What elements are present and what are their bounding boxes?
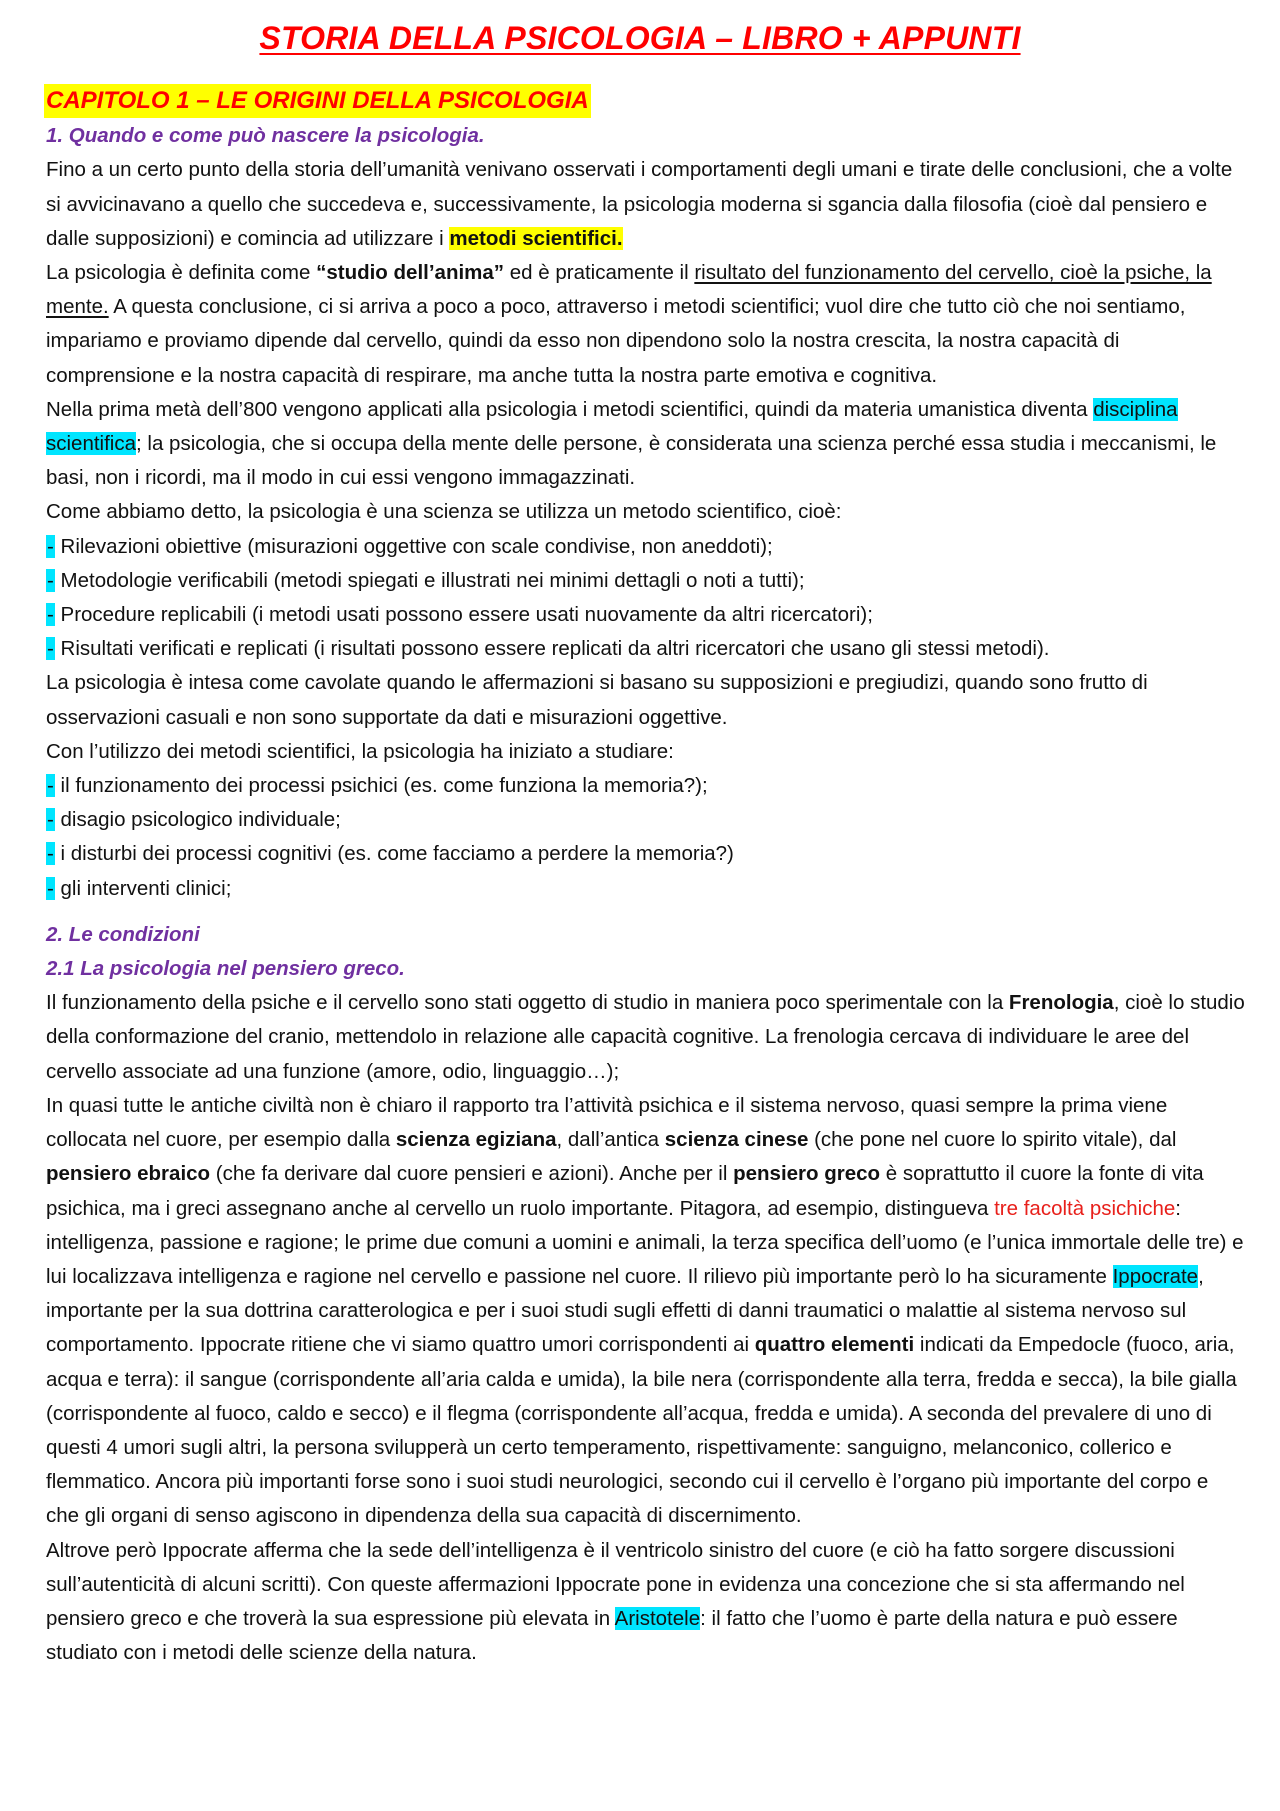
highlight-metodi-scientifici: metodi scientifici. (449, 226, 623, 250)
list-item: - Metodologie verificabili (metodi spiegati e illustrati nei minimi dettagli o noti a tutti); (47, 568, 805, 592)
underlined-definition: risultato del funzionamento del cervello, cioè la psiche, la mente. (46, 261, 1212, 319)
list-item: - il funzionamento dei processi psichici (es. come funziona la memoria?); (47, 774, 708, 798)
paragraph: Come abbiamo detto, la psicologia è una scienza se utilizza un metodo scientifico, cioè: (46, 500, 842, 524)
highlight-aristotele: Aristotele (614, 1606, 701, 1630)
document-title: STORIA DELLA PSICOLOGIA – LIBRO + APPUNTI (259, 20, 1021, 56)
paragraph: In quasi tutte le antiche civiltà non è chiaro il rapporto tra l’attività psichica e il sistema nervoso, quasi sempre la prima viene collocata nel cuore, per esempio dalla scienza egiziana, dall’antica scienza cinese (che pone nel cuore lo spirito vitale), dal pensiero ebraico (che fa derivare dal cuore pensieri e azioni). Anche per il pensiero greco è soprattutto il cuore la fonte di vita psichica, ma i greci assegnano anche al cervello un ruolo importante. Pitagora, ad esempio, distingueva tre facoltà psichiche: intelligenza, passione e ragione; le prime due comuni a uomini e animali, la terza specifica dell’uomo (e l’unica immortale delle tre) e lui localizzava intelligenza e ragione nel cervello e passione nel cuore. Il rilievo più importante però lo ha sicuramente Ippocrate, importante per la sua dottrina caratterologica e per i suoi studi sugli effetti di danni traumatici o malattie al sistema nervoso sul comportamento. Ippocrate ritiene che vi siamo quattro umori corrispondenti ai quattro elementi indicati da Empedocle (fuoco, aria, acqua e terra): il sangue (corrispondente all’aria calda e umida), la bile nera (corrispondente alla terra, fredda e secca), la bile gialla (corrispondente al fuoco, caldo e secco) e il flegma (corrispondente all’acqua, fredda e umida). A seconda del prevalere di uno di questi 4 umori sugli altri, la persona svilupperà un certo temperamento, rispettivamente: sanguigno, melanconico, collerico e flemmatico. Ancora più importanti forse sono i suoi studi neurologici, secondo cui il cervello è l’organo più importante del corpo e che gli organi di senso agiscono in dipendenza della sua capacità di discernimento. (46, 1093, 1244, 1528)
paragraph: Altrove però Ippocrate afferma che la sede dell’intelligenza è il ventricolo sinistro del cuore (e ciò ha fatto sorgere discussioni sull’autenticità di alcuni scritti). Con queste affermazioni Ippocrate pone in evidenza una concezione che si sta affermando nel pensiero greco e che troverà la sua espressione più elevata in Aristotele: il fatto che l’uomo è parte della natura e può essere studiato con i metodi delle scienze della natura. (46, 1538, 1185, 1665)
section-2-heading: 2. Le condizioni (46, 922, 200, 946)
paragraph: Il funzionamento della psiche e il cervello sono stati oggetto di studio in maniera poco sperimentale con la Frenologia, cioè lo studio della conformazione del cranio, mettendolo in relazione alle capacità cognitive. La frenologia cercava di individuare le aree del cervello associate ad una funzione (amore, odio, linguaggio…); (46, 991, 1245, 1083)
bullet-dash: - (47, 603, 54, 627)
chapter-heading: CAPITOLO 1 – LE ORIGINI DELLA PSICOLOGIA (44, 84, 591, 118)
bullet-dash: - (47, 534, 54, 558)
paragraph: La psicologia è definita come “studio dell’anima” ed è praticamente il risultato del funzionamento del cervello, cioè la psiche, la mente. A questa conclusione, ci si arriva a poco a poco, attraverso i metodi scientifici; vuol dire che tutto ciò che noi sentiamo, impariamo e proviamo dipende dal cervello, quindi da esso non dipendono solo la nostra crescita, la nostra capacità di comprensione e la nostra capacità di respirare, ma anche tutta la nostra parte emotiva e cognitiva. (46, 261, 1212, 387)
bullet-dash: - (47, 637, 54, 661)
bullet-dash: - (47, 876, 54, 900)
document-body (46, 84, 1246, 1670)
paragraph: La psicologia è intesa come cavolate quando le affermazioni si basano su supposizioni e pregiudizi, quando sono frutto di osservazioni casuali e non sono supportate da dati e misurazioni oggettive. (46, 671, 1148, 729)
bullet-dash: - (47, 568, 54, 592)
list-item: - disagio psicologico individuale; (47, 808, 341, 832)
section-2-1-heading: 2.1 La psicologia nel pensiero greco. (46, 957, 405, 981)
list-item: - Rilevazioni obiettive (misurazioni oggettive con scale condivise, non aneddoti); (47, 534, 773, 558)
red-text-tre-facolta: tre facoltà psichiche (994, 1196, 1176, 1220)
paragraph: Fino a un certo punto della storia dell’umanità venivano osservati i comportamenti degli umani e tirate delle conclusioni, che a volte si avvicinavano a quello che succedeva e, successivamente, la psicologia moderna si sgancia dalla filosofia (cioè dal pensiero e dalle supposizioni) e comincia ad utilizzare i metodi scientifici. (46, 158, 1233, 250)
list-item: - i disturbi dei processi cognitivi (es. come facciamo a perdere la memoria?) (47, 842, 734, 866)
bullet-dash: - (47, 808, 54, 832)
paragraph: Nella prima metà dell’800 vengono applicati alla psicologia i metodi scientifici, quindi da materia umanistica diventa disciplina scientifica; la psicologia, che si occupa della mente delle persone, è considerata una scienza perché essa studia i meccanismi, le basi, non i ricordi, ma il modo in cui essi vengono immagazzinati. (46, 397, 1217, 490)
list-item: - Procedure replicabili (i metodi usati possono essere usati nuovamente da altri ricercatori); (47, 603, 873, 627)
paragraph: Con l’utilizzo dei metodi scientifici, la psicologia ha iniziato a studiare: (46, 739, 674, 763)
list-item: - gli interventi clinici; (47, 876, 232, 900)
bullet-dash: - (47, 774, 54, 798)
highlight-ippocrate: Ippocrate (1112, 1264, 1199, 1288)
section-1-heading: 1. Quando e come può nascere la psicologia. (46, 124, 485, 148)
highlight-disciplina-scientifica: disciplina scientifica (46, 397, 1178, 456)
bullet-dash: - (47, 842, 54, 866)
list-item: - Risultati verificati e replicati (i risultati possono essere replicati da altri ricercatori che usano gli stessi metodi). (47, 637, 1050, 661)
